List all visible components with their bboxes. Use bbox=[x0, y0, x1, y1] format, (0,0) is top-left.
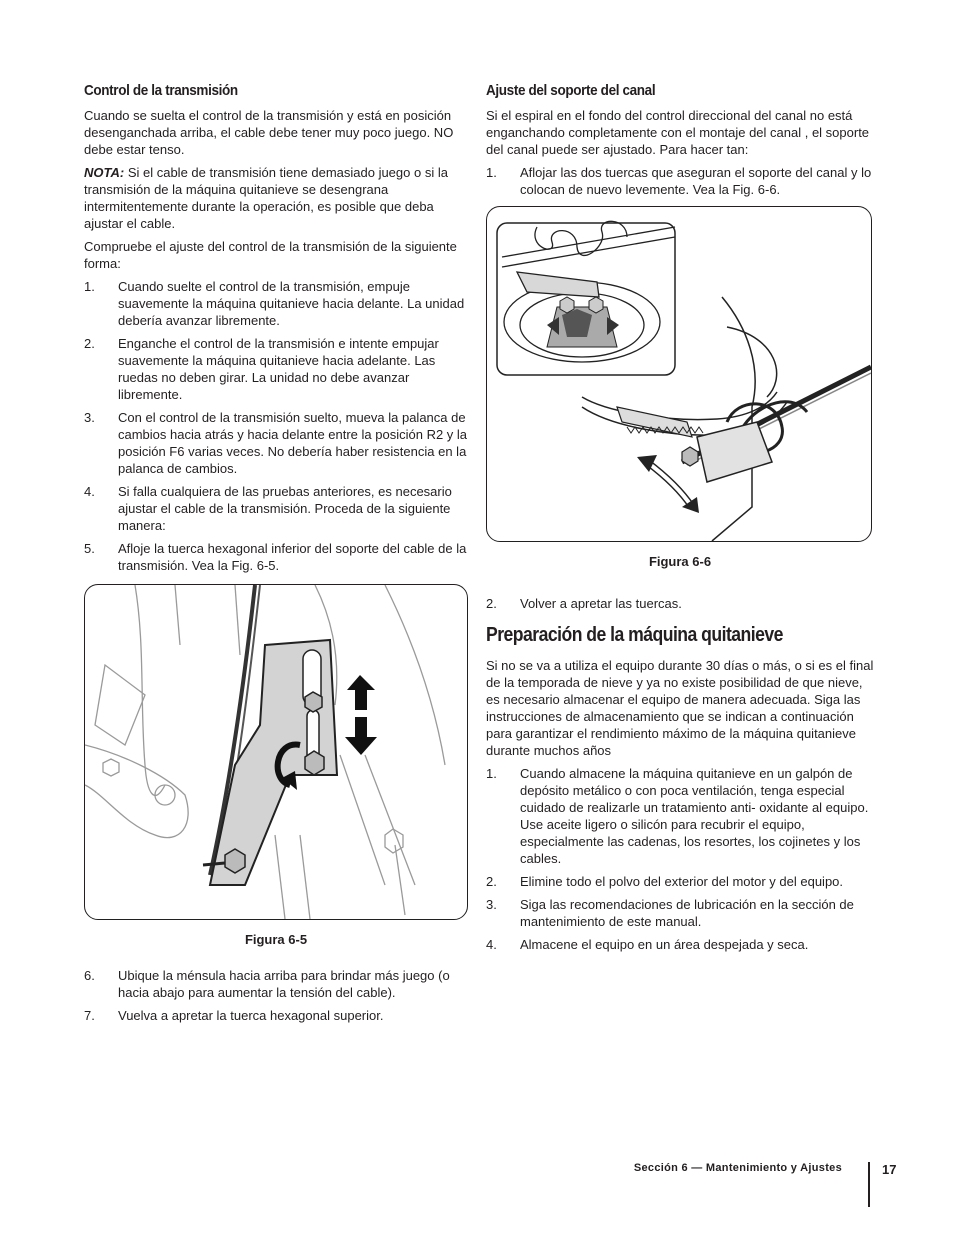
footer-divider bbox=[868, 1162, 870, 1207]
step-text: Cuando suelte el control de la transmisión, empuje suavemente la máquina quitanieve hacia delante. La unidad debería avanzar libremente. bbox=[118, 279, 465, 328]
step-number: 5. bbox=[84, 541, 95, 556]
list-item bbox=[486, 873, 874, 890]
list-item bbox=[486, 765, 874, 867]
paragraph-check: Compruebe el ajuste del control de la transmisión de la siguiente forma: bbox=[84, 239, 457, 271]
note-text: Si el cable de transmisión tiene demasiado juego o si la transmisión de la máquina quitanieve se desengrana intermitentemente durante la operación, es posible que deba ajustar el cable. bbox=[84, 165, 448, 231]
step-text: Afloje la tuerca hexagonal inferior del soporte del cable de la transmisión. Vea la Fig. 6-5. bbox=[118, 541, 467, 573]
figure-6-5-caption: Figura 6-5 bbox=[244, 932, 308, 947]
step-text: Elimine todo el polvo del exterior del motor y del equipo. bbox=[520, 874, 844, 889]
step-number: 2. bbox=[486, 874, 497, 889]
list-item bbox=[486, 896, 874, 930]
list-item bbox=[84, 1007, 468, 1024]
figure-6-5-illustration bbox=[85, 585, 467, 919]
page-number: 17 bbox=[882, 1162, 897, 1177]
list-item bbox=[84, 409, 468, 477]
step-number: 7. bbox=[84, 1008, 95, 1023]
step-number: 2. bbox=[84, 336, 95, 351]
footer-section-label: Sección 6 — Mantenimiento y Ajustes bbox=[633, 1162, 842, 1174]
note-paragraph bbox=[84, 164, 468, 232]
list-item bbox=[84, 278, 468, 329]
right-column bbox=[486, 82, 874, 959]
figure-6-6-caption: Figura 6-6 bbox=[648, 554, 712, 569]
step-number: 3. bbox=[486, 897, 497, 912]
step-text: Si falla cualquiera de las pruebas anteriores, es necesario ajustar el cable de la transmisión. Proceda de la siguiente manera: bbox=[118, 484, 452, 533]
list-item bbox=[84, 483, 468, 534]
heading-ajuste-soporte: Ajuste del soporte del canal bbox=[486, 82, 656, 99]
steps-list-after bbox=[84, 967, 468, 1024]
steps-list-soporte bbox=[486, 164, 874, 198]
note-label: NOTA: bbox=[84, 165, 125, 180]
step-number: 6. bbox=[84, 968, 95, 983]
figure-6-5 bbox=[84, 584, 468, 920]
step-text: Volver a apretar las tuercas. bbox=[520, 596, 682, 611]
step-number: 1. bbox=[84, 279, 95, 294]
step-text: Ubique la ménsula hacia arriba para brindar más juego (o hacia abajo para aumentar la tensión del cable). bbox=[118, 968, 450, 1000]
list-item bbox=[486, 936, 874, 953]
heading-preparacion: Preparación de la máquina quitanieve bbox=[486, 624, 783, 646]
step-number: 1. bbox=[486, 165, 497, 180]
step-number: 3. bbox=[84, 410, 95, 425]
steps-list-soporte-after bbox=[486, 595, 874, 612]
step-text: Vuelva a apretar la tuerca hexagonal superior. bbox=[118, 1008, 384, 1023]
step-text: Siga las recomendaciones de lubricación en la sección de mantenimiento de este manual. bbox=[520, 897, 854, 929]
figure-6-6-illustration bbox=[487, 207, 871, 541]
step-number: 2. bbox=[486, 596, 497, 611]
step-text: Aflojar las dos tuercas que aseguran el soporte del canal y lo colocan de nuevo levemente. Vea la Fig. 6-6. bbox=[520, 165, 872, 197]
left-column bbox=[84, 82, 468, 1030]
paragraph-storage: Si no se va a utiliza el equipo durante 30 días o más, o si es el final de la temporada de nieve y ya no existe posibilidad de que nieve, es necesario almacenar el equipo de manera adecuada. Siga las instrucciones de almacenamiento que se indican a continuación para garantizar el rendimiento máximo de la máquina quitanieve durante muchos años bbox=[486, 658, 874, 758]
list-item bbox=[84, 967, 468, 1001]
step-text: Con el control de la transmisión suelto, mueva la palanca de cambios hacia atrás y hacia delante entre la posición R2 y la posición F6 varias veces. No debería haber resistencia en la palanca de cambios. bbox=[118, 410, 468, 476]
list-item bbox=[84, 540, 468, 574]
heading-control-transmision: Control de la transmisión bbox=[84, 82, 238, 99]
step-text: Enganche el control de la transmisión e intente empujar suavemente la máquina quitanieve hacia adelante. Las ruedas no deben girar. La unidad no debe avanzar libremente. bbox=[118, 336, 439, 402]
paragraph-soporte: Si el espiral en el fondo del control direccional del canal no está enganchando completamente con el montaje del canal , el soporte del canal puede ser ajustado. Para hacer tan: bbox=[486, 108, 870, 157]
steps-list bbox=[84, 278, 468, 574]
storage-steps-list bbox=[486, 765, 874, 953]
list-item bbox=[486, 595, 874, 612]
list-item bbox=[486, 164, 874, 198]
step-number: 1. bbox=[486, 766, 497, 781]
step-text: Almacene el equipo en un área despejada y seca. bbox=[520, 937, 809, 952]
list-item bbox=[84, 335, 468, 403]
step-number: 4. bbox=[486, 937, 497, 952]
step-text: Cuando almacene la máquina quitanieve en un galpón de depósito metálico o con poca ventilación, tenga especial cuidado de realizarle un tratamiento anti- oxidante al equipo. Use aceite ligero o silicón para recubrir el equipo, especialmente las cadenas, los resortes, los cojinetes y los cables. bbox=[520, 766, 869, 866]
paragraph-intro: Cuando se suelta el control de la transmisión y está en posición desenganchada arriba, el cable debe tener muy poco juego. NO debe estar tenso. bbox=[84, 108, 454, 157]
step-number: 4. bbox=[84, 484, 95, 499]
figure-6-6 bbox=[486, 206, 872, 542]
